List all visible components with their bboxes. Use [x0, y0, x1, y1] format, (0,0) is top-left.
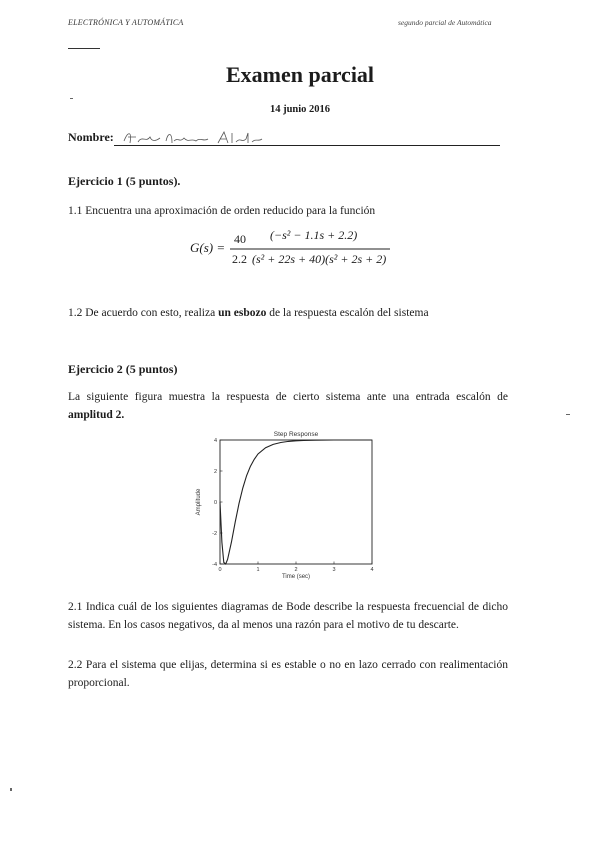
exercise2-intro-part-b: amplitud 2. — [68, 409, 125, 421]
exercise2-q1: 2.1 Indica cuál de los siguientes diagramas de Bode describe la respuesta frecuencial de dicho sistema. En los casos negativos, da al menos una razón para el motivo de tu descarte. — [68, 601, 508, 631]
exercise2-intro — [68, 388, 508, 424]
chart-ytick-label: 0 — [213, 500, 217, 506]
chart-xtick-label: 3 — [332, 567, 336, 573]
chart-ytick-label: 4 — [213, 438, 217, 444]
chart-ytick-label: 2 — [213, 469, 217, 475]
chart-series-step — [220, 440, 372, 564]
exercise1-title: Ejercicio 1 (5 puntos). — [68, 174, 181, 188]
header-rule — [68, 48, 100, 49]
formula-denominator: (s² + 22s + 40)(s² + 2s + 2) — [252, 252, 387, 266]
name-label-text: Nombre — [68, 130, 110, 144]
header-left: ELECTRÓNICA Y AUTOMÁTICA — [68, 18, 184, 27]
transfer-function-formula — [190, 226, 390, 276]
chart-xtick-label: 4 — [370, 567, 374, 573]
exercise2-title: Ejercicio 2 (5 puntos) — [68, 362, 178, 376]
chart-ytick-label: -4 — [212, 562, 217, 568]
exercise1-q2-part-a: 1.2 De acuerdo con esto, realiza — [68, 307, 216, 319]
exercise1-q2-part-c: de la respuesta escalón del sistema — [269, 307, 429, 319]
chart-title: Step Response — [273, 431, 319, 438]
scan-mark — [10, 788, 12, 791]
exercise1-q1: 1.1 Encuentra una aproximación de orden reducido para la función — [68, 205, 376, 217]
page-title: Examen parcial — [225, 62, 375, 87]
formula-numerator: (−s² − 1.1s + 2.2) — [270, 228, 358, 242]
step-response-chart — [192, 424, 388, 584]
exam-date: 14 junio 2016 — [269, 104, 331, 115]
chart-xtick-label: 0 — [218, 567, 222, 573]
handwritten-signature — [122, 129, 272, 147]
scan-mark — [70, 98, 73, 99]
name-label: Nombre: — [68, 130, 114, 144]
formula-coef-den: 2.2 — [232, 252, 247, 266]
chart-xtick-label: 1 — [256, 567, 260, 573]
exercise1-q2-part-b: un esbozo — [218, 307, 267, 319]
exercise2-intro-part-a: La siguiente figura muestra la respuesta de cierto sistema ante una entrada escalón de — [68, 391, 508, 403]
chart-ytick-label: -2 — [212, 531, 217, 537]
formula-coef-num: 40 — [234, 232, 246, 246]
chart-frame — [220, 440, 372, 564]
chart-xlabel: Time (sec) — [281, 574, 311, 580]
fraction-bar — [230, 248, 390, 251]
scan-mark — [566, 414, 570, 415]
chart-ylabel: Amplitude — [196, 488, 202, 516]
formula-lhs: G(s) = — [190, 240, 226, 255]
exercise2-q2: 2.2 Para el sistema que elijas, determina si es estable o no en lazo cerrado con realimentación proporcional. — [68, 659, 508, 689]
chart-xtick-label: 2 — [294, 567, 298, 573]
exercise1-q2 — [68, 304, 508, 322]
header-right: segundo parcial de Automática — [398, 18, 492, 27]
